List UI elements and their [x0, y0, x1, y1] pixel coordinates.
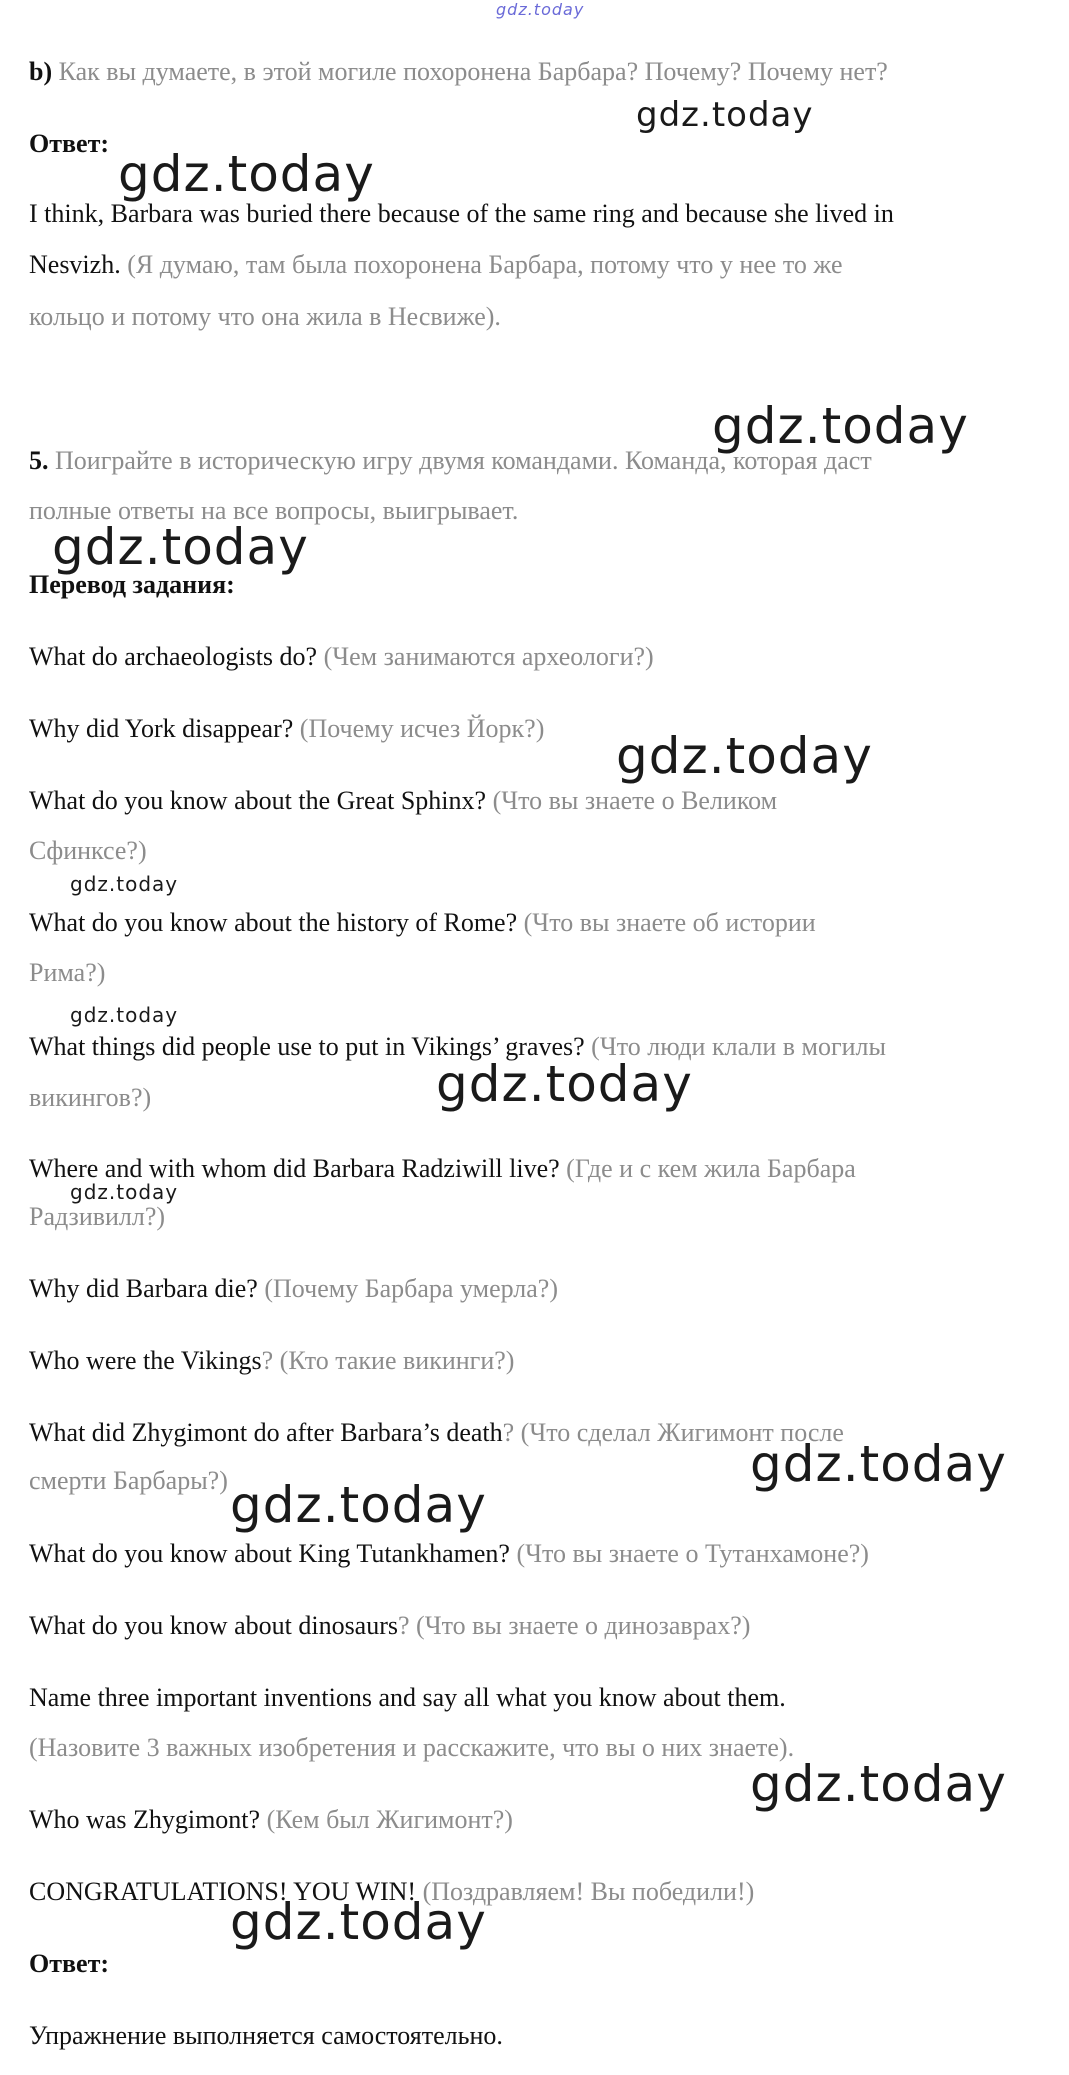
question-en: Who were the Vikings [29, 1346, 262, 1375]
watermark: gdz.today [616, 727, 873, 785]
question-en: What do you know about the history of Rome? [29, 908, 518, 937]
watermark: gdz.today [230, 1893, 487, 1951]
question-en: What things did people use to put in Vikings’ graves? [29, 1032, 585, 1061]
question-ru: (Где и с кем жила Барбара [566, 1154, 856, 1183]
watermark: gdz.today [70, 1003, 179, 1027]
question-ru: (Что вы знаете об истории [523, 908, 816, 937]
question-en: What do archaeologists do? [29, 642, 318, 671]
question-en: What did Zhygimont do after Barbara’s death [29, 1418, 503, 1447]
question-ru: ? (Кто такие викинги?) [261, 1346, 515, 1375]
watermark: gdz.today [750, 1755, 1007, 1813]
question-line [29, 1609, 750, 1643]
question-line [29, 1537, 869, 1571]
question-en: Who was Zhygimont? [29, 1805, 261, 1834]
question-en: CONGRATULATIONS! YOU WIN! [29, 1877, 417, 1906]
question-line [29, 1875, 754, 1909]
part-b-question [29, 55, 888, 89]
question-en: What do you know about the Great Sphinx? [29, 786, 487, 815]
answer-heading: Ответ: [29, 1949, 110, 1978]
watermark: gdz.today [230, 1476, 487, 1534]
question-en: What do you know about King Tutankhamen? [29, 1539, 510, 1568]
question-line [29, 1416, 844, 1450]
instruction-text: полные ответы на все вопросы, выигрывает. [29, 496, 519, 525]
question-ru-continued: Сфинксе?) [29, 836, 147, 865]
question-text: Как вы думаете, в этой могиле похоронена Барбара? Почему? Почему нет? [58, 57, 888, 86]
watermark: gdz.today [118, 145, 375, 203]
answer-heading: Ответ: [29, 129, 110, 158]
question-line [29, 1803, 513, 1837]
watermark: gdz.today [750, 1435, 1007, 1493]
question-en: Why did York disappear? [29, 714, 294, 743]
question-line [29, 1152, 856, 1186]
question-en: What do you know about dinosaurs [29, 1611, 399, 1640]
question-en: Name three important inventions and say all what you know about them. [29, 1683, 786, 1712]
watermark: gdz.today [52, 518, 309, 576]
question-ru-continued: Радзивилл?) [29, 1202, 166, 1231]
question-ru: (Чем занимаются археологи?) [323, 642, 654, 671]
watermark: gdz.today [712, 397, 969, 455]
question-ru-continued: Рима?) [29, 958, 106, 987]
question-line [29, 640, 654, 674]
question-line [29, 1344, 514, 1378]
translation-heading: Перевод задания: [29, 570, 235, 599]
question-ru: (Назовите 3 важных изобретения и расскажите, что вы о них знаете). [29, 1733, 795, 1762]
question-line [29, 1030, 886, 1064]
question-ru: (Почему исчез Йорк?) [299, 714, 545, 743]
question-en: Where and with whom did Barbara Radziwill live? [29, 1154, 560, 1183]
answer-russian: (Я думаю, там была похоронена Барбара, потому что у нее то же [127, 250, 843, 279]
watermark: gdz.today [436, 1055, 693, 1113]
question-ru: (Почему Барбара умерла?) [264, 1274, 558, 1303]
question-ru: (Что люди клали в могилы [591, 1032, 886, 1061]
question-ru: ? (Что вы знаете о динозаврах?) [398, 1611, 751, 1640]
answer-russian: кольцо и потому что она жила в Несвиже). [29, 302, 501, 331]
instruction-text: Поиграйте в историческую игру двумя командами. Команда, которая даст [55, 446, 872, 475]
question-ru: (Что вы знаете о Тутанхамоне?) [516, 1539, 869, 1568]
watermark: gdz.today [70, 872, 179, 896]
question-ru: (Что вы знаете о Великом [492, 786, 778, 815]
answer-english: Nesvizh. [29, 250, 121, 279]
answer-line-2 [29, 248, 843, 282]
task-5-instruction [29, 444, 872, 478]
watermark: gdz.today [636, 95, 814, 135]
question-line [29, 784, 777, 818]
part-b-label: b) [29, 57, 53, 86]
question-en: Why did Barbara die? [29, 1274, 258, 1303]
question-ru-continued: смерти Барбары?) [29, 1466, 228, 1495]
task-number: 5. [29, 446, 49, 475]
question-ru-continued: викингов?) [29, 1083, 152, 1112]
answer-text: Упражнение выполняется самостоятельно. [29, 2021, 503, 2050]
question-ru: ? (Что сделал Жигимонт после [502, 1418, 844, 1447]
answer-english: I think, Barbara was buried there because of the same ring and because she lived in [29, 199, 894, 228]
question-ru: (Поздравляем! Вы победили!) [422, 1877, 755, 1906]
question-line [29, 1272, 558, 1306]
watermark: gdz.today [70, 1180, 179, 1204]
question-line [29, 906, 816, 940]
question-line [29, 712, 544, 746]
watermark-top: gdz.today [496, 0, 585, 19]
question-ru: (Кем был Жигимонт?) [266, 1805, 513, 1834]
